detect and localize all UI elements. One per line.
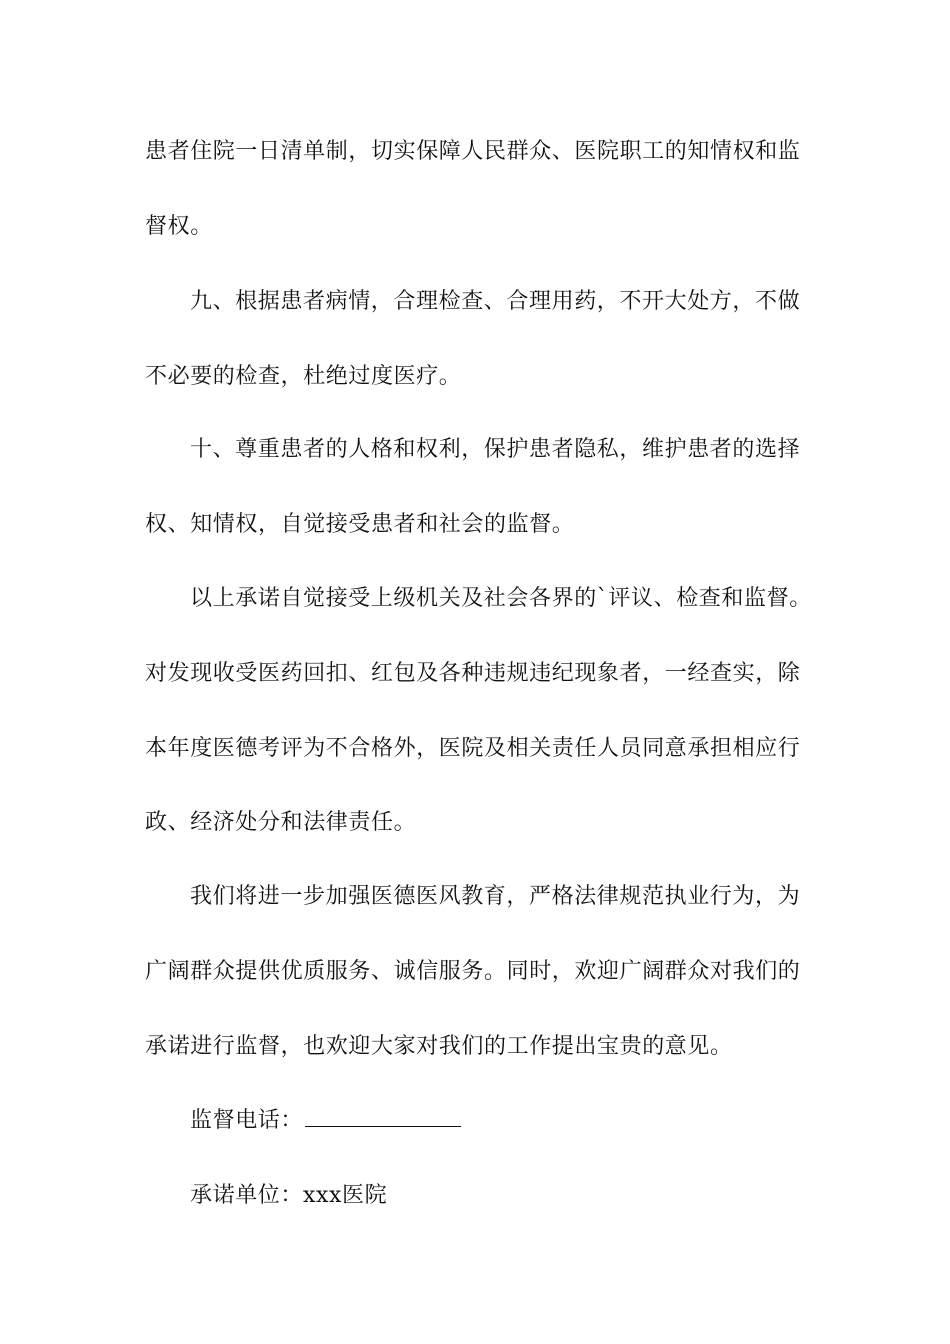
text-line-8: 对发现收受医药回扣、红包及各种违规违纪现象者，一经查实，除 <box>145 661 801 686</box>
text-line-11: 我们将进一步加强医德医风教育，严格法律规范执业行为，为 <box>190 884 801 909</box>
pledge-unit-line <box>190 1181 860 1211</box>
text-line-4: 不必要的检查，杜绝过度医疗。 <box>145 364 462 389</box>
text-line-9: 本年度医德考评为不合格外，医院及相关责任人员同意承担相应行 <box>145 736 801 761</box>
text-line-12: 广阔群众提供优质服务、诚信服务。同时，欢迎广阔群众对我们的 <box>145 959 801 984</box>
pledge-unit-value: xxx医院 <box>303 1183 388 1208</box>
supervision-phone-label: 监督电话： <box>190 1108 304 1133</box>
text-line-3: 九、根据患者病情，合理检查、合理用药，不开大处方，不做 <box>190 289 801 314</box>
text-line-10: 政、经济处分和法律责任。 <box>145 810 417 835</box>
text-line-2: 督权。 <box>145 214 213 239</box>
text-line-5: 十、尊重患者的人格和权利，保护患者隐私，维护患者的选择 <box>190 437 801 462</box>
pledge-unit-label: 承诺单位： <box>190 1183 304 1208</box>
text-line-7: 以上承诺自觉接受上级机关及社会各界的`评议、检查和监督。 <box>190 586 812 611</box>
text-line-13: 承诺进行监督，也欢迎大家对我们的工作提出宝贵的意见。 <box>145 1034 733 1059</box>
text-line-6: 权、知情权，自觉接受患者和社会的监督。 <box>145 512 575 537</box>
supervision-phone-blank <box>305 1108 461 1127</box>
supervision-phone-line <box>190 1106 860 1136</box>
text-line-1: 患者住院一日清单制，切实保障人民群众、医院职工的知情权和监 <box>145 139 801 164</box>
